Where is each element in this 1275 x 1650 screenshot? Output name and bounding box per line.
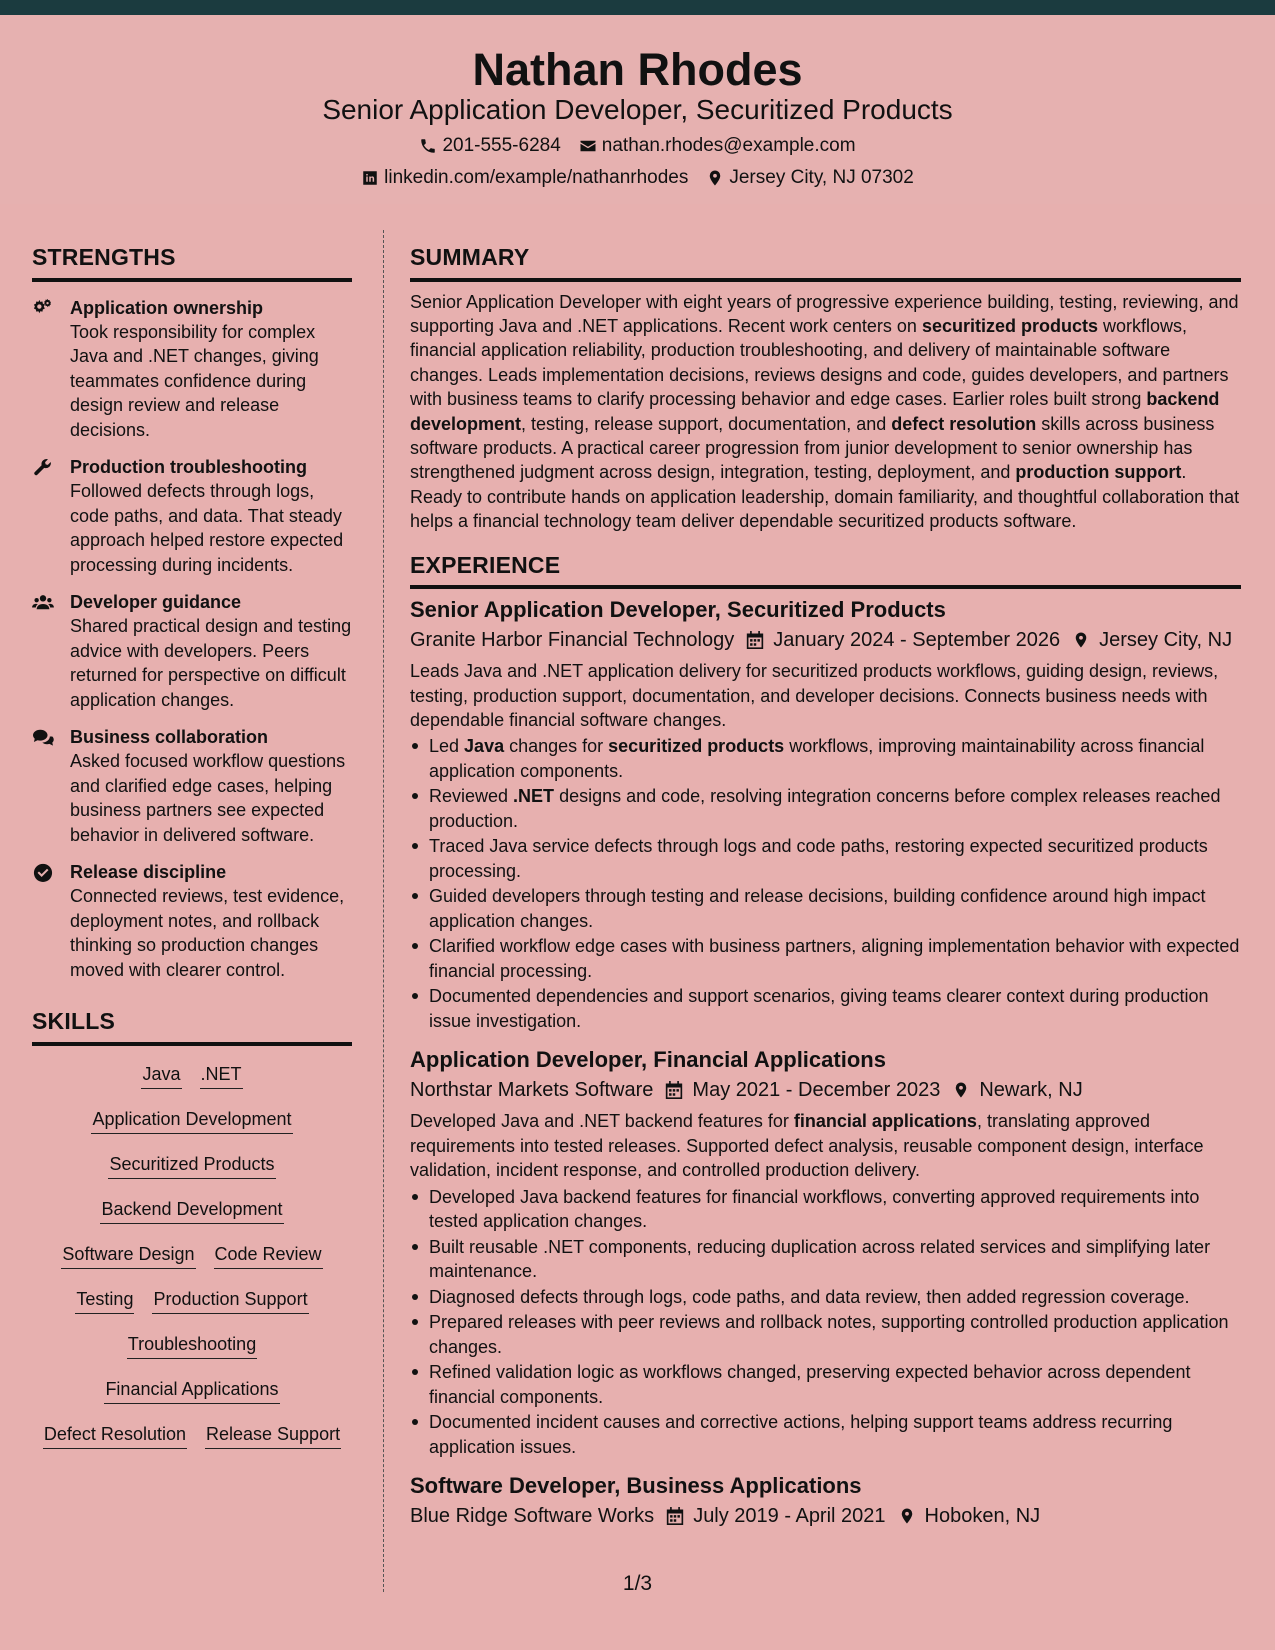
strength-title: Release discipline (70, 862, 227, 883)
job-meta (410, 1075, 1241, 1105)
skills-row (32, 1329, 352, 1374)
linkedin-contact (361, 167, 688, 190)
summary-heading: SUMMARY (410, 244, 1241, 282)
job-meta (410, 1501, 1241, 1531)
skill-chip: Defect Resolution (43, 1423, 187, 1449)
phone-contact (419, 135, 560, 158)
strength-item (32, 590, 352, 712)
job-location: Hoboken, NJ (924, 1504, 1041, 1527)
job-bullet: Clarified workflow edge cases with business partners, aligning implementation behavior with expected financial processing. (410, 934, 1241, 983)
right-column (410, 244, 1241, 1531)
skills-row (32, 1194, 352, 1239)
map-pin-icon (898, 1506, 916, 1526)
contact-row-2 (0, 167, 1275, 190)
skills-row (32, 1419, 352, 1464)
linkedin-icon (361, 169, 379, 187)
linkedin-text: linkedin.com/example/nathanrhodes (384, 167, 689, 188)
candidate-name: Nathan Rhodes (472, 44, 803, 95)
job-title: Software Developer, Business Applications (410, 1472, 862, 1498)
comments-icon (32, 727, 54, 747)
strength-item (32, 296, 352, 443)
skill-chip: Java (141, 1063, 181, 1089)
job-bullet: Diagnosed defects through logs, code paths, and data review, then added regression coverage. (410, 1285, 1241, 1309)
skills-row (32, 1059, 352, 1104)
map-pin-icon (1072, 630, 1090, 650)
job-title: Senior Application Developer, Securitized Products (410, 597, 946, 623)
job-bullet: Developed Java backend features for financial workflows, converting approved requirements into tested application changes. (410, 1185, 1241, 1234)
strength-body (70, 860, 352, 982)
strength-icon-wrap (32, 725, 70, 847)
strength-title: Developer guidance (70, 592, 242, 613)
bold-phrase: .NET (513, 786, 555, 807)
contact-row-1 (0, 135, 1275, 158)
job-company: Granite Harbor Financial Technology (410, 629, 735, 652)
strength-item (32, 860, 352, 982)
skills-row (32, 1104, 352, 1149)
skills-row (32, 1374, 352, 1419)
skill-chip: Troubleshooting (127, 1333, 257, 1359)
strength-icon-wrap (32, 590, 70, 712)
bold-phrase: securitized products (921, 316, 1098, 336)
calendar-icon (666, 1506, 684, 1526)
job-description: Developed Java and .NET backend features for financial applications, translating approved requirements into tested releases. Supported defect analysis, reusable component design, interface validation, incident response, and controlled production delivery. (410, 1111, 1204, 1181)
skill-chip: Testing (75, 1288, 134, 1314)
job-title: Application Developer, Financial Applications (410, 1047, 886, 1073)
strength-icon-wrap (32, 860, 70, 982)
experience-list (410, 595, 1241, 1531)
job-company: Blue Ridge Software Works (410, 1504, 655, 1527)
phone-text: 201-555-6284 (442, 135, 561, 156)
candidate-headline: Senior Application Developer, Securitized Products (322, 94, 953, 125)
calendar-icon (746, 630, 764, 650)
calendar-icon (665, 1080, 683, 1100)
skills-row (32, 1239, 352, 1284)
skill-chip: Production Support (152, 1288, 308, 1314)
bold-phrase: securitized products (608, 736, 785, 757)
job-bullet: Refined validation logic as workflows changed, preserving expected behavior across dependent financial components. (410, 1360, 1241, 1409)
job-bullet: Guided developers through testing and release decisions, building confidence around high impact application changes. (410, 884, 1241, 933)
job-entry (410, 1045, 1241, 1459)
job-location: Newark, NJ (979, 1079, 1083, 1102)
strength-icon-wrap (32, 455, 70, 577)
wrench-icon (32, 457, 54, 477)
job-entry (410, 595, 1241, 1033)
skill-chip: Backend Development (100, 1198, 283, 1224)
column-divider (383, 230, 384, 1592)
strength-text: Shared practical design and testing advice with developers. Peers returned for perspective on difficult application changes. (70, 616, 352, 710)
job-description: Leads Java and .NET application delivery for securitized products workflows, guiding design, reviews, testing, production support, documentation, and developer decisions. Connects business needs with dependable financial software changes. (410, 661, 1219, 731)
strength-body (70, 296, 352, 443)
bold-phrase: backend development (410, 389, 1220, 434)
skill-chip: Software Design (61, 1243, 195, 1269)
skills-heading: SKILLS (32, 1008, 352, 1046)
job-bullets (410, 734, 1241, 1033)
job-dates: May 2021 - December 2023 (692, 1079, 941, 1102)
page-number: 1/3 (622, 1572, 653, 1595)
job-dates: July 2019 - April 2021 (693, 1504, 886, 1527)
job-company: Northstar Markets Software (410, 1079, 654, 1102)
strength-title: Production troubleshooting (70, 457, 307, 478)
bold-phrase: defect resolution (891, 413, 1037, 434)
job-bullet: Documented incident causes and corrective actions, helping support teams address recurring application issues. (410, 1410, 1241, 1459)
job-bullet: Prepared releases with peer reviews and rollback notes, supporting controlled production application changes. (410, 1310, 1241, 1359)
map-pin-icon (952, 1080, 970, 1100)
skill-chip: Application Development (91, 1108, 292, 1134)
strength-body (70, 590, 352, 712)
bold-phrase: production support (1015, 462, 1182, 483)
strength-text: Asked focused workflow questions and clarified edge cases, helping business partners see expected behavior in delivered software. (70, 751, 346, 845)
map-pin-icon (706, 169, 724, 187)
job-bullet: Documented dependencies and support scenarios, giving teams clearer context during production issue investigation. (410, 984, 1241, 1033)
job-bullet: Reviewed .NET designs and code, resolving integration concerns before complex releases reached production. (410, 784, 1241, 833)
strength-body (70, 725, 352, 847)
skill-chip: Code Review (214, 1243, 323, 1269)
envelope-icon (579, 137, 597, 155)
skill-chip: Securitized Products (108, 1153, 275, 1179)
strength-item (32, 455, 352, 577)
skills-list (32, 1059, 352, 1464)
bold-phrase: financial applications (793, 1111, 977, 1132)
strength-item (32, 725, 352, 847)
strengths-heading: STRENGTHS (32, 244, 352, 282)
location-text: Jersey City, NJ 07302 (729, 167, 914, 188)
job-bullets (410, 1185, 1241, 1459)
experience-heading: EXPERIENCE (410, 552, 1241, 590)
skills-row (32, 1149, 352, 1194)
job-bullet: Built reusable .NET components, reducing duplication across related services and simplifying later maintenance. (410, 1235, 1241, 1284)
strengths-list (32, 296, 352, 983)
skill-chip: Release Support (205, 1423, 341, 1449)
top-accent-bar (0, 0, 1275, 15)
summary-text: Senior Application Developer with eight years of progressive experience building, testing, reviewing, and supporting Java and .NET applications. Recent work centers on securitized products workflows, financial application reliability, production troubleshooting, and delivery of maintainable software changes. Leads implementation decisions, reviews designs and code, guides developers, and partners with business teams to clarify processing behavior and edge cases. Earlier roles built strong backend development, testing, release support, documentation, and defect resolution skills across business software products. A practical career progression from junior development to senior ownership has strengthened judgment across design, integration, testing, deployment, and production support. Ready to contribute hands on application leadership, domain familiarity, and thoughtful collaboration that helps a financial technology team deliver dependable securitized products software. (410, 291, 1240, 532)
skills-row (32, 1284, 352, 1329)
job-entry (410, 1471, 1241, 1531)
skill-chip: Financial Applications (104, 1378, 279, 1404)
job-bullet: Led Java changes for securitized products workflows, improving maintainability across financial application components. (410, 734, 1241, 783)
resume-header (0, 15, 1275, 204)
skill-chip: .NET (200, 1063, 243, 1089)
job-location: Jersey City, NJ (1099, 629, 1233, 652)
strength-title: Application ownership (70, 297, 264, 318)
phone-icon (419, 137, 437, 155)
left-column (32, 244, 352, 1464)
strength-title: Business collaboration (70, 727, 269, 748)
strength-icon-wrap (32, 296, 70, 443)
strength-text: Followed defects through logs, code paths, and data. That steady approach helped restore expected processing during incidents. (70, 481, 344, 575)
users-icon (32, 592, 54, 612)
strength-body (70, 455, 352, 577)
email-text: nathan.rhodes@example.com (601, 135, 856, 156)
strength-text: Connected reviews, test evidence, deployment notes, and rollback thinking so production changes moved with clearer control. (70, 886, 345, 980)
email-contact (579, 135, 856, 158)
bold-phrase: Java (464, 736, 505, 757)
job-bullet: Traced Java service defects through logs and code paths, restoring expected securitized products processing. (410, 834, 1241, 883)
gears-icon (32, 298, 54, 318)
location-contact (706, 167, 913, 190)
job-dates: January 2024 - September 2026 (773, 629, 1061, 652)
job-meta (410, 625, 1241, 655)
check-circle-icon (32, 862, 54, 882)
strength-text: Took responsibility for complex Java and .NET changes, giving teammates confidence during design review and release decisions. (70, 321, 319, 440)
